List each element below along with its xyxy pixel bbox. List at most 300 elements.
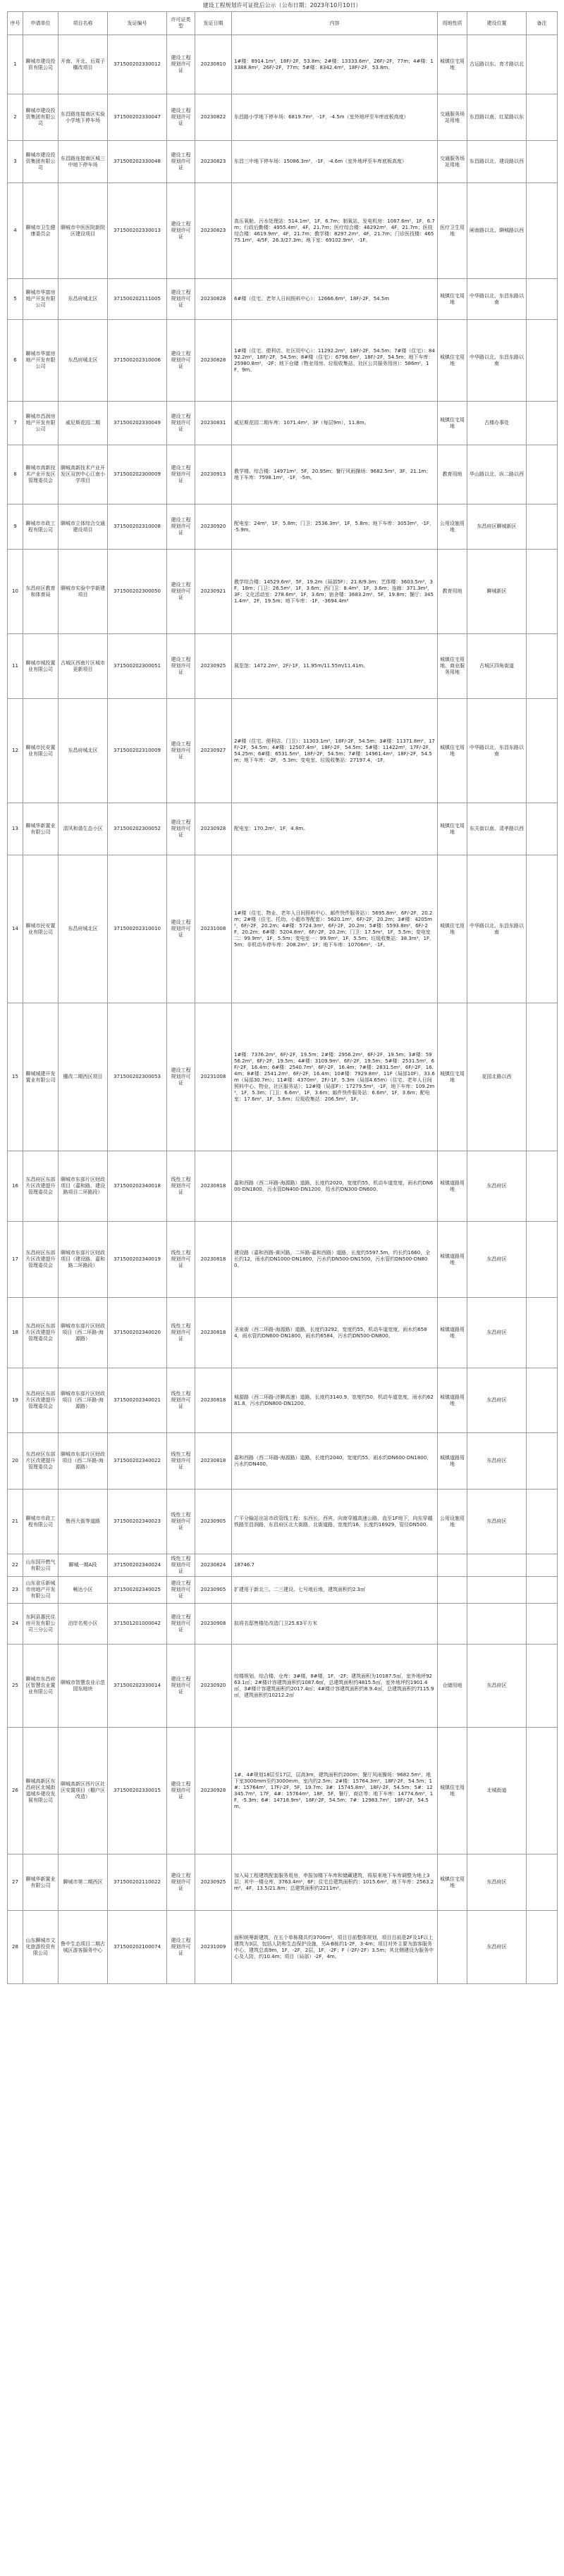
cell-remark (527, 1222, 558, 1298)
cell-no: 7 (8, 402, 23, 445)
cell-date: 20230824 (195, 1554, 232, 1577)
cell-license-no: 371500202300050 (108, 550, 167, 634)
cell-content: 拟将名邸售楼处改造门卫25.63平方米 (232, 1604, 438, 1645)
cell-project: 聊城市东部片区财政项目（西二环路-海源路） (59, 1368, 108, 1433)
cell-type: 建设工程规划许可证 (167, 855, 195, 1003)
cell-land-use: 城镇道路用地 (438, 1222, 467, 1298)
table-row (8, 1911, 558, 1984)
cell-applicant: 东昌府区东部片区改建提升管理委员会 (23, 1298, 59, 1368)
cell-applicant: 山东聊城市文化旅游投资有限公司 (23, 1911, 59, 1984)
header-remark: 备注 (527, 12, 558, 35)
cell-location: 东昌府区 (467, 1298, 527, 1368)
header-type: 许可证类型 (167, 12, 195, 35)
cell-location: 古城区四角街道 (467, 634, 527, 699)
table-row (8, 279, 558, 320)
cell-location: 中华路以北、东昌东路以南 (467, 699, 527, 803)
cell-applicant: 东昌府区教育和体育局 (23, 550, 59, 634)
table-row (8, 320, 558, 402)
cell-remark (527, 1577, 558, 1604)
cell-land-use: 城镇住宅用地、商业服务用地 (438, 634, 467, 699)
cell-project: 聊城市立体综合交通建设项目 (59, 504, 108, 550)
page-title: 建设工程规划许可证批后公示（公布日期：2023年10月10日） (202, 2, 362, 8)
table-row (8, 803, 558, 855)
header-land-use: 用地性质 (438, 12, 467, 35)
cell-type: 建设工程规划许可证 (167, 550, 195, 634)
cell-applicant: 东昌府区东部片区改建提升管理委员会 (23, 1222, 59, 1298)
cell-project: 聊城市中医医院新院区建设项目 (59, 183, 108, 279)
cell-remark (527, 1490, 558, 1554)
cell-location: 东昌路以北、建设路以西 (467, 141, 527, 183)
cell-license-no: 371500202330049 (108, 402, 167, 445)
cell-applicant: 东昌府区东部片区改建提升管理委员会 (23, 1151, 59, 1222)
cell-location: 中华路以北、东昌东路以南 (467, 320, 527, 402)
cell-license-no: 371500202330047 (108, 94, 167, 141)
cell-type: 建设工程规划许可证 (167, 183, 195, 279)
cell-date: 20230818 (195, 1433, 232, 1490)
cell-date: 20230818 (195, 1222, 232, 1298)
cell-content: 高压氧舱、污水处理站：514.1m²，1F，6.7m；制氧站、发电机房：1087.6m²，1F，6.7m；行政后勤楼：4955.4m²，4F，21.7m；医疗综合楼：46292m²，4F，21.7m；医技综合楼：4619.9m²，4F，21.7m；教学楼：8297.2m²，4F，21.7m；门诊医技楼：46575.1m²，4/5F，26.3/27.3m；地下室：69102.9m²，-1F。 (232, 183, 438, 279)
cell-project: 鲁西大街等道路 (59, 1490, 108, 1554)
cell-date: 20231008 (195, 855, 232, 1003)
cell-date: 20230913 (195, 445, 232, 504)
cell-type: 建设工程规划许可证 (167, 279, 195, 320)
table-row (8, 94, 558, 141)
cell-type: 线性工程规划许可证 (167, 1433, 195, 1490)
cell-date: 20230920 (195, 504, 232, 550)
cell-license-no: 371500202340024 (108, 1554, 167, 1577)
cell-applicant: 聊城市华富房地产开发有限公司 (23, 320, 59, 402)
cell-type: 建设工程规划许可证 (167, 699, 195, 803)
cell-applicant: 聊城市华富房地产开发有限公司 (23, 279, 59, 320)
cell-date: 20230928 (195, 1728, 232, 1854)
cell-date: 20230831 (195, 402, 232, 445)
cell-remark (527, 1151, 558, 1222)
cell-location: 东昌府区 (467, 1645, 527, 1728)
cell-license-no: 371500202340023 (108, 1490, 167, 1554)
cell-remark (527, 550, 558, 634)
cell-location: 花园北路以西 (467, 1003, 527, 1151)
cell-no: 27 (8, 1854, 23, 1911)
cell-applicant: 山东国开燃气有限公司 (23, 1554, 59, 1577)
cell-type: 建设工程规划许可证 (167, 1728, 195, 1854)
cell-content: 1#、4#规划18层至17层，层高3m，建筑面积约200m；餐厅风雨操场：9682.5m²，地下室3000mm至约3000mm，室内约2.5m；2#楼：15764.3m²，18F/-2F，54.5m；1#：15764m²，17F/-2F，5F，19.7m；3#：15745.8m²，18F/-2F，54.5m；5#：12345.7m²，17F，4#：15764m²，18F，5F，餐厅，商店等；地下车库：14774.6m²，1F，-5.3m；6#：14718.9m²，18F/-2F，54.5m；7#：12983.7m²，18F/-2F，54.5m。 (232, 1728, 438, 1854)
cell-no: 4 (8, 183, 23, 279)
cell-date: 20230818 (195, 1368, 232, 1433)
cell-no: 20 (8, 1433, 23, 1490)
cell-applicant: 聊城市东昌府区智慧农业置业有限公司 (23, 1645, 59, 1728)
cell-no: 6 (8, 320, 23, 402)
cell-content: 城源路（西二环路-济聊高速）道路，长度约3140.9，宽度约50，机动车道宽度，雨水约6281.8，污水约DN800-DN1200。 (232, 1368, 438, 1433)
table-row (8, 634, 558, 699)
cell-applicant: 聊城市高新技术产业开发区管理委员会 (23, 445, 59, 504)
cell-project: 东昌府城北区 (59, 320, 108, 402)
cell-type: 建设工程规划许可证 (167, 504, 195, 550)
cell-location: 东昌府区 (467, 1490, 527, 1554)
cell-no: 15 (8, 1003, 23, 1151)
table-row (8, 1854, 558, 1911)
cell-license-no: 371500202300051 (108, 634, 167, 699)
cell-date: 20230823 (195, 141, 232, 183)
cell-no: 18 (8, 1298, 23, 1368)
cell-type: 建设工程规划许可证 (167, 1911, 195, 1984)
cell-land-use: 城镇道路用地 (438, 1151, 467, 1222)
cell-date: 20230920 (195, 1645, 232, 1728)
cell-land-use (438, 1604, 467, 1645)
cell-license-no: 371500202111005 (108, 279, 167, 320)
cell-license-no: 371500202330012 (108, 35, 167, 94)
cell-land-use (438, 1577, 467, 1604)
cell-project: 聊城高新区西片区社区安置项目（棚户区改造） (59, 1728, 108, 1854)
cell-type: 建设工程规划许可证 (167, 634, 195, 699)
cell-date: 20230818 (195, 1298, 232, 1368)
cell-location: 北城街道 (467, 1728, 527, 1854)
cell-land-use: 公用设施用地 (438, 1490, 467, 1554)
cell-date: 20230828 (195, 279, 232, 320)
cell-license-no: 371501201000042 (108, 1604, 167, 1645)
cell-no: 21 (8, 1490, 23, 1554)
cell-remark (527, 1003, 558, 1151)
cell-type: 建设工程规划许可证 (167, 1003, 195, 1151)
header-applicant: 申请单位 (23, 12, 59, 35)
cell-land-use: 城镇住宅用地 (438, 320, 467, 402)
cell-project: 聊城市东部片区财政项目（西二环路-海源路） (59, 1298, 108, 1368)
cell-land-use: 交通服务场站用地 (438, 141, 467, 183)
table-row (8, 855, 558, 1003)
cell-project: 畅达小区 (59, 1577, 108, 1604)
table-row (8, 141, 558, 183)
table-row (8, 1604, 558, 1645)
cell-content: 1#楼（住宅、便利店、社区用中心）：11292.2m²，18F/-2F，54.5m；7#楼（住宅）：8492.2m²，18F/-2F，54.5m；8#楼（住宅）：6798.6m²，18F/-2F，54.5m；地下车库：25980.8m²，-2F；地下仓储（物业用房、垃圾收集站、社区公共服务用房）：586m²，1F，9m。 (232, 320, 438, 402)
cell-applicant: 聊城市城投置业有限公司 (23, 634, 59, 699)
cell-date: 20230905 (195, 1577, 232, 1604)
cell-no: 16 (8, 1151, 23, 1222)
cell-applicant: 聊城市民安置业有限公司 (23, 855, 59, 1003)
cell-project: 聊城市实验中学新建项目 (59, 550, 108, 634)
cell-license-no: 371500202300052 (108, 803, 167, 855)
cell-land-use: 城镇住宅用地 (438, 699, 467, 803)
cell-content: 圣泉街（西二环路-海源路）道路，长度约3292，宽度约55，机动车道宽度，雨水约6584，雨水管约DN600-DN1800，雨水约6584，污水约DN500-DN800。 (232, 1298, 438, 1368)
cell-remark (527, 699, 558, 803)
cell-license-no: 371500202330014 (108, 1645, 167, 1728)
cell-no: 28 (8, 1911, 23, 1984)
table-row (8, 35, 558, 94)
cell-location: 东昌府区 (467, 1151, 527, 1222)
cell-content: 18746.7 (232, 1554, 438, 1577)
cell-land-use: 城镇住宅用地 (438, 1003, 467, 1151)
cell-content: 威尼斯花园二期车库：1071.4m²，3F（每层9m），11.8m。 (232, 402, 438, 445)
cell-location: 东昌府区 (467, 1854, 527, 1911)
cell-applicant: 聊城市卫生健康委员会 (23, 183, 59, 279)
cell-project: 泊岸名苑小区 (59, 1604, 108, 1645)
cell-remark (527, 1645, 558, 1728)
cell-remark (527, 1911, 558, 1984)
table-row (8, 402, 558, 445)
cell-content: 配电室：24m²，1F，5.8m；门卫：2536.3m²，1F，5.8m；地下车库：3053m²，-1F，-5.9m。 (232, 504, 438, 550)
cell-license-no: 371500202340025 (108, 1577, 167, 1604)
cell-project: 东昌府城北区 (59, 699, 108, 803)
table-row (8, 183, 558, 279)
cell-remark (527, 1298, 558, 1368)
table-row (8, 1577, 558, 1604)
cell-project: 古城区西南片区城市更新项目 (59, 634, 108, 699)
cell-applicant: 聊城市市政工程有限公司 (23, 504, 59, 550)
cell-location: 聊城新区 (467, 550, 527, 634)
cell-date: 20230828 (195, 320, 232, 402)
cell-type: 线性工程规划许可证 (167, 1298, 195, 1368)
cell-project: 棚改二期西区项目 (59, 1003, 108, 1151)
cell-land-use: 城镇住宅用地 (438, 35, 467, 94)
cell-remark (527, 1854, 558, 1911)
cell-land-use: 城镇道路用地 (438, 1298, 467, 1368)
cell-license-no: 371500202100074 (108, 1911, 167, 1984)
cell-project: 威尼斯花园二期 (59, 402, 108, 445)
cell-project: 聊城市东部片区财政项目（西二环路-海源路） (59, 1433, 108, 1490)
cell-remark (527, 1368, 558, 1433)
cell-no: 10 (8, 550, 23, 634)
cell-no: 19 (8, 1368, 23, 1433)
cell-land-use: 教育用地 (438, 445, 467, 504)
cell-location (467, 1554, 527, 1577)
cell-location: 东昌府区 (467, 1222, 527, 1298)
cell-type: 建设工程规划许可证 (167, 1854, 195, 1911)
cell-project: 聊城一期A段 (59, 1554, 108, 1577)
table-row (8, 1433, 558, 1490)
cell-project: 聊城市东部片区财政项目（建设路、嘉和路二环路段） (59, 1222, 108, 1298)
cell-content: 教学楼、综合楼：14971m²，5F，20.95m；餐厅风雨操场：9682.5m²，3F，21.1m；地下车库：7598.1m²，-1F，-5m。 (232, 445, 438, 504)
cell-content: 面积统筹新建筑，在五个单栋楼共约3700m²，项目目前整体规划，项目目前是2F及1F以上建筑为3层，包括人防和生态保护设施，另A-B栋约1-2F，3-4m；项目对外主要为游客服务中心，建筑总高9m，1F，-2F，2层，1F，-2F；F（-2F/-2F）3.5m；其北侧建设为服务中心及人防，约10.4m；项目（局部）-2F，4m。 (232, 1911, 438, 1984)
cell-no: 25 (8, 1645, 23, 1728)
cell-land-use: 城镇道路用地 (438, 1368, 467, 1433)
cell-no: 26 (8, 1728, 23, 1854)
cell-project: 聊城市东部片区财政项目（嘉和路、建设路项目二环路段） (59, 1151, 108, 1222)
cell-applicant: 东昌府区东部片区改建提升管理委员会 (23, 1368, 59, 1433)
cell-land-use: 城镇住宅用地 (438, 1728, 467, 1854)
cell-content: 加入局工程建筑配套服务用房，申报加楼下车库和储藏建筑，将原来地下车库调整为地上3层；其中一楼仓库，3763.4m²，6F；住宅总建筑面积约：1015.6m²，地下车库：2563.2m²，4F，13.5/21.8m；总建筑面积约2211m²。 (232, 1854, 438, 1911)
cell-content: 教学综合楼：14529.6m²，5F，19.2m（局部5F）；21.8/9.3m；艺体楼：3603.5m²，3F，18m；门卫：26.5m²，1F，3.6m；西门卫：8.4m²，1F，3.6m；连廊：371.3m²，3F；文化活动室：278.6m²，1F，3.6m；宿舍楼：3683.2m²，5F，19.8m；餐厅：3451.4m²，2F，19.5m；地下车库：-1F，-3694.4m² (232, 550, 438, 634)
cell-land-use: 城镇住宅用地 (438, 279, 467, 320)
cell-remark (527, 279, 558, 320)
cell-land-use: 教育用地 (438, 550, 467, 634)
cell-land-use: 城镇住宅用地 (438, 1854, 467, 1911)
table-row (8, 1003, 558, 1151)
cell-content: 嘉和西路（西二环路-海源路）道路，长度约2040，宽度约55，雨水约DN600-DN1800，污水约DN400。 (232, 1433, 438, 1490)
cell-no: 3 (8, 141, 23, 183)
header-location: 建设位置 (467, 12, 527, 35)
cell-content: 东昌三中地下停车场：15086.3m²，-1F，-4.6m（室外地坪至车库底板高度） (232, 141, 438, 183)
cell-location: 东昌府区 (467, 1433, 527, 1490)
cell-type: 建设工程规划许可证 (167, 141, 195, 183)
cell-applicant: 聊城高新区东昌府区北城街道城乡建设发展有限公司 (23, 1728, 59, 1854)
cell-content: 建设路（嘉和西路-黄河路，二环路-嘉和西路）道路，长度约5597.5m，约长约1660，全长约12，雨水约DN1000-DN1800，污水约DN500-DN1500，污水管约DN500-DN800。 (232, 1222, 438, 1298)
cell-license-no: 371500202340020 (108, 1298, 167, 1368)
table-row (8, 699, 558, 803)
table-row (8, 1298, 558, 1368)
cell-content: 嘉和西路（西二环路-海源路）道路，长度约2020，宽度约55，机动车道宽度，雨水约DN600-DN1800，污水管DN400-DN1200，给水约DN300-DN600。 (232, 1151, 438, 1222)
table-row (8, 1645, 558, 1728)
cell-date: 20231009 (195, 1911, 232, 1984)
cell-type: 线性工程规划许可证 (167, 1554, 195, 1577)
table-row (8, 1554, 558, 1577)
cell-no: 14 (8, 855, 23, 1003)
cell-type: 线性工程规划许可证 (167, 1222, 195, 1298)
cell-content: 1#楼：8914.1m²，18F/-2F，53.8m；2#楼：13333.6m²，26F/-2F，77m；4#楼：13388.8m²，26F/-2F，77m；5#楼：8342.4m²，18F/-2F，53.8m。 (232, 35, 438, 94)
header-license-no: 发证编号 (108, 12, 167, 35)
cell-date: 20230925 (195, 1854, 232, 1911)
cell-location: 东关街以南、清孝路以西 (467, 803, 527, 855)
table-row (8, 1368, 558, 1433)
cell-no: 1 (8, 35, 23, 94)
header-row (8, 12, 558, 35)
cell-license-no: 371500202310008 (108, 504, 167, 550)
cell-remark (527, 1433, 558, 1490)
cell-project: 东昌路连接南区实验小学地下停车场 (59, 94, 108, 141)
cell-project: 鲁中生态项目二期古城区游客服务中心 (59, 1911, 108, 1984)
cell-type: 建设工程规划许可证 (167, 94, 195, 141)
cell-license-no: 371500202330015 (108, 1728, 167, 1854)
cell-content: 展览馆：1472.2m²，2F/-1F，11.95m/11.55m/11.41m。 (232, 634, 438, 699)
cell-license-no: 371500202330048 (108, 141, 167, 183)
header-project: 项目名称 (59, 12, 108, 35)
cell-license-no: 371500202340021 (108, 1368, 167, 1433)
cell-project: 聊城市第二期西区 (59, 1854, 108, 1911)
table-row (8, 445, 558, 504)
cell-type: 线性工程规划许可证 (167, 1368, 195, 1433)
table-row (8, 1151, 558, 1222)
cell-land-use: 医疗卫生用地 (438, 183, 467, 279)
cell-remark (527, 141, 558, 183)
cell-project: 清风和谐生态小区 (59, 803, 108, 855)
cell-location: 闸南路以北、聊城路以西 (467, 183, 527, 279)
cell-date: 20230927 (195, 699, 232, 803)
cell-applicant: 聊城市建设投资集团有限公司 (23, 94, 59, 141)
cell-license-no: 371500202300053 (108, 1003, 167, 1151)
cell-date: 20230921 (195, 550, 232, 634)
cell-type: 线性工程规划许可证 (167, 1151, 195, 1222)
cell-project: 聊城市智慧农业示范园东地块 (59, 1645, 108, 1728)
cell-type: 建设工程规划许可证 (167, 320, 195, 402)
cell-remark (527, 504, 558, 550)
cell-land-use (438, 1911, 467, 1984)
cell-project: 东昌路连接南区城三中地下停车场 (59, 141, 108, 183)
cell-date: 20230818 (195, 1151, 232, 1222)
cell-location: 中华路以北、东昌东路以南 (467, 855, 527, 1003)
table-row (8, 550, 558, 634)
cell-no: 23 (8, 1577, 23, 1604)
cell-land-use: 城镇住宅用地 (438, 803, 467, 855)
cell-applicant: 聊城华新置业有限公司 (23, 803, 59, 855)
cell-content: 1#楼（住宅、物业、老年人日间照料中心、邮件快件服务站）：5695.8m²，6F/-2F，20.2m；2#楼（住宅、托幼、小超市等配套）：5620.1m²，6F/-2F，20.2m；3#楼：4205m²，6F/-2F，20.2m；4#楼：5724.3m²，6F/-2F，20.2m；5#楼：5593.8m²，6F/-2F，20.2m；6#楼：5204.8m²，6F/-2F，20.2m；门卫：17.5m²，1F，5.5m；变电室二：99.9m²，1F，5.5m；变电室一：99.9m²，1F，5.5m；垃圾收集站：38.3m²，1F，5m；非机动车停车库：208.2m²，1F；地下车库：10706m²，-1F。 (232, 855, 438, 1003)
cell-land-use (438, 1554, 467, 1577)
cell-land-use: 城镇住宅用地 (438, 402, 467, 445)
cell-remark (527, 855, 558, 1003)
cell-license-no: 371500202110022 (108, 1854, 167, 1911)
cell-applicant: 聊城华新置业有限公司 (23, 1854, 59, 1911)
permit-table (7, 11, 558, 1984)
cell-remark (527, 35, 558, 94)
cell-type: 线性工程规划许可证 (167, 1490, 195, 1554)
cell-content: 6#楼（住宅、老年人日间照料中心）：12666.6m²，18F/-2F，54.5m (232, 279, 438, 320)
cell-type: 建设工程规划许可证 (167, 1604, 195, 1645)
cell-no: 22 (8, 1554, 23, 1577)
cell-remark (527, 1554, 558, 1577)
cell-date: 20230925 (195, 634, 232, 699)
cell-date: 20230908 (195, 1604, 232, 1645)
cell-project: 聊城高新技术产业开发区双创中心江南小学项目 (59, 445, 108, 504)
cell-type: 建设工程规划许可证 (167, 803, 195, 855)
cell-applicant: 聊城城建开发置业有限公司 (23, 1003, 59, 1151)
cell-date: 20230822 (195, 94, 232, 141)
cell-license-no: 371500202310006 (108, 320, 167, 402)
cell-remark (527, 94, 558, 141)
cell-no: 2 (8, 94, 23, 141)
cell-applicant: 聊城市建设投资集团有限公司 (23, 141, 59, 183)
cell-no: 17 (8, 1222, 23, 1298)
cell-location: 古楼办事处 (467, 402, 527, 445)
cell-applicant: 东阿县惠民住房开发有限公司三分公司 (23, 1604, 59, 1645)
cell-location: 中华路以北、东昌东路以南 (467, 279, 527, 320)
cell-type: 建设工程规划许可证 (167, 445, 195, 504)
cell-no: 24 (8, 1604, 23, 1645)
cell-license-no: 371500202310009 (108, 699, 167, 803)
header-date: 发证日期 (195, 12, 232, 35)
cell-no: 11 (8, 634, 23, 699)
cell-location: 东昌府区聊城新区 (467, 504, 527, 550)
cell-no: 9 (8, 504, 23, 550)
cell-land-use: 仓储用地 (438, 1645, 467, 1728)
cell-remark (527, 402, 558, 445)
cell-remark (527, 803, 558, 855)
cell-land-use: 公用设施用地 (438, 504, 467, 550)
cell-type: 建设工程规划许可证 (167, 35, 195, 94)
cell-no: 5 (8, 279, 23, 320)
cell-applicant: 聊城市民安置业有限公司 (23, 699, 59, 803)
cell-license-no: 371500202340019 (108, 1222, 167, 1298)
table-row (8, 1222, 558, 1298)
cell-type: 建设工程规划许可证 (167, 402, 195, 445)
cell-land-use: 交通服务场站用地 (438, 94, 467, 141)
cell-date: 20231008 (195, 1003, 232, 1151)
table-row (8, 504, 558, 550)
table-row (8, 1490, 558, 1554)
cell-location (467, 1577, 527, 1604)
cell-license-no: 371500202340022 (108, 1433, 167, 1490)
cell-project: 东昌府城北区 (59, 855, 108, 1003)
cell-location: 东昌府区 (467, 1368, 527, 1433)
cell-content: 1#楼：7376.2m²，6F/-2F，19.5m；2#楼：2956.2m²，6F/-2F，19.5m；3#楼：5956.2m²，6F/-2F，19.5m；4#楼：3109.9m²，6F/-2F，19.5m；5#楼：2531.5m²，6F/-2F，16.4m；6#楼：2540.7m²，6F/-2F，16.4m；7#楼：2831.5m²，6F/-2F，16.4m；8#楼：2541.2m²，6F/-2F，16.4m；10#楼：7929.8m²，11F（局部10F），33.6m（局部30.7m）；11#楼：4370m²，2F/-1F，5.3m（局部4.65m）（住宅、老年人日间照料中心、物业、社区服务站）；12#楼（局部F）：17279.5m²，-1F，地下车库：109.2m²，1F，5.3m；门卫：6.6m²，1F，3.6m；邮件快件服务站：6.6m²，1F，3.6m；配电室：17.6m²，1F，5.6m；垃圾收集站：206.5m²，1F。 (232, 1003, 438, 1151)
cell-applicant: 聊城市建设投资有限公司 (23, 35, 59, 94)
cell-location: 华山路以北、纵二路以西 (467, 445, 527, 504)
header-no: 序号 (8, 12, 23, 35)
cell-content: 配电室：170.2m²，1F，4.8m。 (232, 803, 438, 855)
cell-land-use: 城镇道路用地 (438, 1433, 467, 1490)
cell-applicant: 东昌府区东部片区改建提升管理委员会 (23, 1433, 59, 1490)
cell-applicant: 山东省乐新城市房地产开发有限公司 (23, 1577, 59, 1604)
cell-no: 12 (8, 699, 23, 803)
cell-content: 广平分输站出站市政管线工程：东西长，西宾，向南穿越高速公路、直至1F地下，向东穿越铁路至昌润路，东昌府区北大街路，北街道路，宽度约16，长度约16929，管径DN500。 (232, 1490, 438, 1554)
cell-content: 东昌路小学地下停车场：6819.7m²，-1F，-4.5m（室外地坪至车库底板高度） (232, 94, 438, 141)
header-content: 内容 (232, 12, 438, 35)
cell-location: 古运路以东、育才路以北 (467, 35, 527, 94)
table-row (8, 1728, 558, 1854)
cell-applicant: 聊城市昌润房地产开发有限公司 (23, 402, 59, 445)
cell-content: 2#楼（住宅、便利店、门卫）：11303.1m²，18F/-2F，54.5m；3#楼：11371.8m²，17F/-2F，54.5m；4#楼：12507.4m²，18F/-2F，54.5m；5#楼：11422m²，17F/-2F，54.25m；6#楼：6531.5m²，18F/-2F，54.5m；7#楼：14961.4m²，18F/-2F，54.5m；地下车库：-2F，-5.3m；变电室、垃圾收集站：27197.4，-1F。 (232, 699, 438, 803)
cell-content: 扩建用于新北三、二三建设、七号地后地，建筑面积约2.3㎡ (232, 1577, 438, 1604)
cell-remark (527, 320, 558, 402)
cell-content: 综楼规划，综合楼、仓库：3#楼，8#楼，1F，-2F；建筑面积为10187.5㎡，室外地坪9263.1㎡；2#楼计容建筑面积约1087.6㎡，总建筑面积约4815.5㎡，室外地坪约1901.4㎡，3#楼计容建筑面积约2017.4㎡；4#楼计容建筑面积约8.9.4㎡，总建筑面积约7115.9㎡，建筑面积约10212.2㎡ (232, 1645, 438, 1728)
cell-location: 东昌路以南、红星路以东 (467, 94, 527, 141)
cell-license-no: 371500202330013 (108, 183, 167, 279)
cell-date: 20230823 (195, 183, 232, 279)
